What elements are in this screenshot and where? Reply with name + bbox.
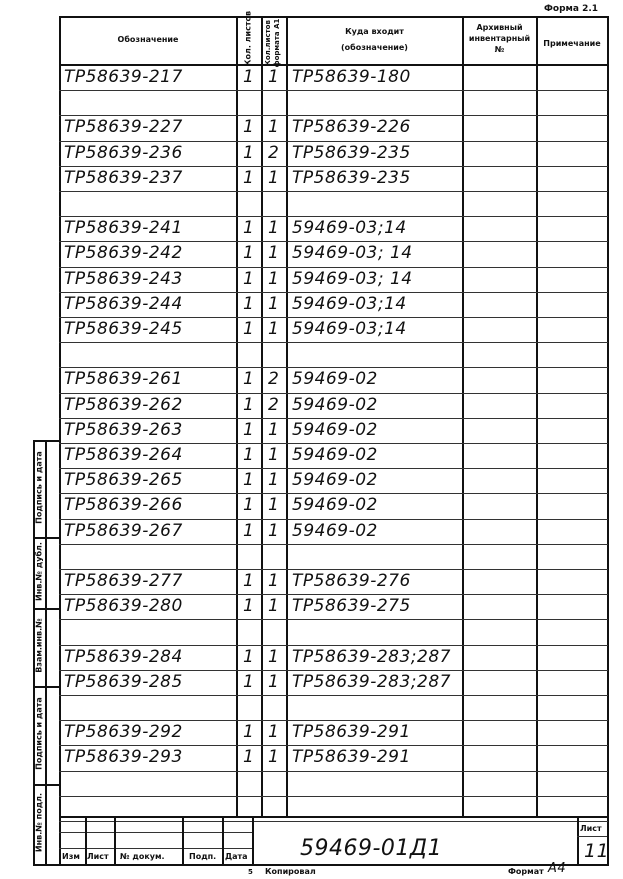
row-format-count: 1 [268,67,280,87]
row-line [59,443,608,444]
row-designation: ТР58639-264 [64,445,183,465]
frame-top [59,16,608,18]
footer-mark: 5 [248,868,253,876]
frame-bottom [59,864,608,866]
row-line [59,166,608,167]
row-line [59,317,608,318]
row-sheets-count: 1 [243,747,255,768]
row-format-count: 1 [268,218,280,239]
row-line [59,468,608,469]
row-line [59,821,608,822]
row-line [59,544,608,545]
row-used-in: 59469-02 [292,495,378,516]
row-line [59,292,608,293]
footer-format-label: Формат [508,867,544,876]
tb-doc: № докум. [120,852,165,861]
frame-right [607,16,609,866]
row-sheets-count: 1 [243,520,255,541]
row-designation: ТР58639-280 [64,596,183,617]
row-designation: ТР58639-284 [64,646,183,667]
row-line [59,670,608,671]
row-line [59,141,608,142]
row-used-in: 59469-03;14 [292,218,407,239]
row-line [59,569,608,570]
row-line [59,90,608,91]
col-line-4 [462,16,464,816]
row-used-in: ТР58639-180 [292,67,411,87]
row-sheets-count: 1 [243,445,255,465]
row-designation: ТР58639-285 [64,671,183,692]
row-sheets-count: 1 [243,319,255,339]
row-format-count: 1 [268,596,280,617]
row-line [59,645,608,646]
row-line [59,493,608,494]
row-sheets-count: 1 [243,495,255,516]
row-used-in: ТР58639-235 [292,142,411,163]
row-line [59,342,608,343]
side-strip-mid [45,440,47,866]
row-designation: ТР58639-244 [64,293,183,314]
row-line [59,267,608,268]
col-line-1 [236,16,238,816]
header-used-in-sub: (обозначение) [341,43,408,52]
row-format-count: 1 [268,293,280,314]
col-line-3 [286,16,288,816]
row-designation: ТР58639-277 [64,571,183,591]
row-sheets-count: 1 [243,671,255,692]
row-format-count: 1 [268,319,280,339]
row-sheets-count: 1 [243,218,255,239]
row-designation: ТР58639-293 [64,747,183,768]
row-line [59,367,608,368]
row-sheets-count: 1 [243,167,255,188]
row-sheets-count: 1 [243,646,255,667]
row-designation: ТР58639-263 [64,419,183,440]
row-line [59,115,608,116]
row-sheets-count: 1 [243,470,255,491]
row-sheets-count: 1 [243,142,255,163]
row-designation: ТР58639-262 [64,394,183,415]
row-used-in: 59469-02 [292,470,378,491]
row-sheets-count: 1 [243,268,255,289]
header-designation: Обозначение [117,35,179,44]
row-format-count: 1 [268,167,280,188]
row-format-count: 1 [268,646,280,667]
row-designation: ТР58639-242 [64,243,183,264]
header-bottom-line [59,64,608,66]
row-format-count: 1 [268,445,280,465]
tb-izm: Изм [62,852,80,861]
row-sheets-count: 1 [243,596,255,617]
row-sheets-count: 1 [243,293,255,314]
tb-sign: Подп. [189,852,217,861]
row-used-in: ТР58639-226 [292,117,411,138]
side-label-sign-date-1: Подпись и дата [34,451,44,524]
row-line [59,695,608,696]
row-used-in: ТР58639-291 [292,747,411,768]
row-used-in: 59469-02 [292,369,378,390]
row-line [59,418,608,419]
tb-col-6 [577,816,579,866]
row-used-in: 59469-02 [292,419,378,440]
col-line-2 [261,16,263,816]
row-line [59,619,608,620]
row-line [59,720,608,721]
sheet-label: Лист [580,824,602,833]
sheet-number: 11 [584,840,610,862]
row-sheets-count: 1 [243,369,255,390]
side-label-repl-inv: Взам.инв.№ [34,618,44,673]
row-format-count: 1 [268,671,280,692]
row-used-in: 59469-03;14 [292,319,407,339]
tb-col-5 [252,816,254,866]
row-designation: ТР58639-245 [64,319,183,339]
row-designation: ТР58639-267 [64,520,183,541]
row-line [59,796,608,797]
header-note: Примечание [543,39,601,48]
row-format-count: 2 [268,394,280,415]
row-designation: ТР58639-292 [64,722,183,743]
row-line [59,771,608,772]
row-line [59,519,608,520]
tb-sheet-line [577,836,607,837]
side-label-sign-date-2: Подпись и дата [34,697,44,770]
row-format-count: 2 [268,142,280,163]
row-sheets-count: 1 [243,722,255,743]
row-line [59,216,608,217]
row-designation: ТР58639-217 [64,67,183,87]
row-used-in: 59469-03; 14 [292,268,413,289]
row-format-count: 1 [268,117,280,138]
row-used-in: 59469-03; 14 [292,243,413,264]
document-number: 59469-01Д1 [300,836,443,861]
row-used-in: ТР58639-283;287 [292,671,451,692]
row-sheets-count: 1 [243,571,255,591]
title-block-top [59,816,608,818]
row-designation: ТР58639-261 [64,369,183,390]
row-used-in: 59469-03;14 [292,293,407,314]
row-line [59,191,608,192]
row-line [59,241,608,242]
footer-copied: Копировал [265,867,316,876]
row-format-count: 1 [268,268,280,289]
row-designation: ТР58639-241 [64,218,183,239]
row-used-in: 59469-02 [292,394,378,415]
row-line [59,745,608,746]
row-used-in: ТР58639-291 [292,722,411,743]
row-format-count: 1 [268,470,280,491]
header-format-count: Кол.листов формата А1 [264,18,281,68]
row-sheets-count: 1 [243,394,255,415]
row-format-count: 1 [268,243,280,264]
side-label-dup-inv: Инв.№ дубл. [34,542,44,601]
header-sheets-count: Кол. листов [243,10,253,67]
header-archive: Архивный инвентарный № [468,23,531,54]
row-line [59,594,608,595]
row-format-count: 1 [268,722,280,743]
row-used-in: ТР58639-275 [292,596,411,617]
row-used-in: ТР58639-283;287 [292,646,451,667]
row-sheets-count: 1 [243,243,255,264]
row-sheets-count: 1 [243,419,255,440]
row-designation: ТР58639-237 [64,167,183,188]
row-designation: ТР58639-236 [64,142,183,163]
row-format-count: 1 [268,571,280,591]
tb-date: Дата [225,852,248,861]
row-designation: ТР58639-227 [64,117,183,138]
tb-col-3 [182,816,184,866]
row-designation: ТР58639-243 [64,268,183,289]
row-used-in: 59469-02 [292,445,378,465]
row-line [59,393,608,394]
side-label-orig-inv: Инв.№ подл. [34,792,44,853]
header-used-in: Куда входит [345,27,404,36]
col-line-5 [536,16,538,816]
row-format-count: 1 [268,419,280,440]
footer-format-value: А4 [548,861,567,876]
row-designation: ТР58639-265 [64,470,183,491]
tb-list: Лист [87,852,109,861]
tb-col-4 [222,816,224,866]
row-used-in: ТР58639-235 [292,167,411,188]
row-format-count: 1 [268,495,280,516]
row-used-in: ТР58639-276 [292,571,411,591]
tb-col-2 [114,816,116,866]
row-designation: ТР58639-266 [64,495,183,516]
row-format-count: 1 [268,747,280,768]
row-sheets-count: 1 [243,117,255,138]
row-sheets-count: 1 [243,67,255,87]
row-format-count: 1 [268,520,280,541]
form-label: Форма 2.1 [544,4,599,14]
row-format-count: 2 [268,369,280,390]
row-used-in: 59469-02 [292,520,378,541]
